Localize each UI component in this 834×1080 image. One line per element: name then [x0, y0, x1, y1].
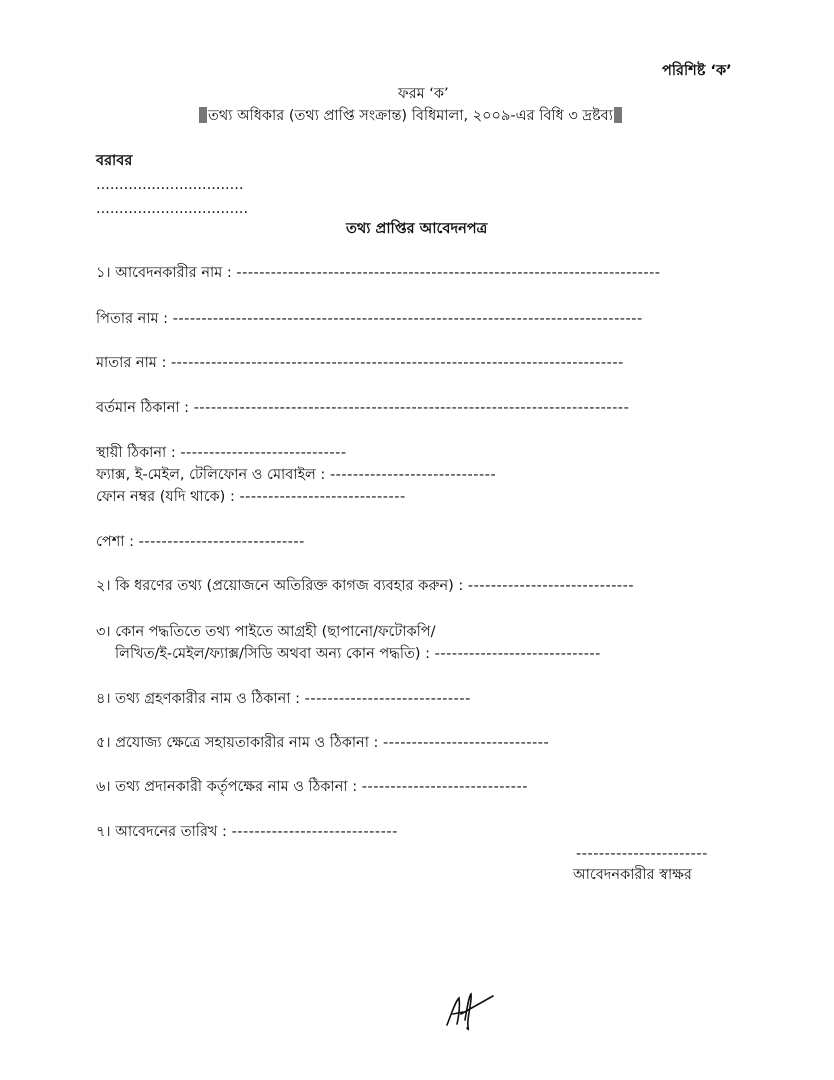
- field-blank[interactable]: -----------------------------: [361, 779, 528, 795]
- field-label: ৫। প্রযোজ্য ক্ষেত্রে সহায়তাকারীর নাম ও ঠিকানা :: [96, 735, 379, 751]
- field-method-line-1: [96, 623, 436, 641]
- addressee-label: বরাবর: [96, 153, 133, 169]
- field-label: স্থায়ী ঠিকানা :: [96, 445, 176, 461]
- addressee-line-1[interactable]: ................................: [96, 177, 244, 193]
- field-blank[interactable]: ----------------------------------------------------------------------------------: [172, 311, 643, 327]
- field-fax-email-phone: [96, 466, 496, 484]
- field-label: ফোন নম্বর (যদি থাকে) :: [96, 489, 235, 505]
- field-label: ৩। কোন পদ্ধতিতে তথ্য পাইতে আগ্রহী (ছাপানো/ফটোকপি/: [96, 624, 436, 640]
- field-label: ২। কি ধরণের তথ্য (প্রয়োজনে অতিরিক্ত কাগজ ব্যবহার করুন) :: [96, 578, 464, 594]
- signature-stroke: [447, 994, 493, 1030]
- field-label: ৬। তথ্য প্রদানকারী কর্তৃপক্ষের নাম ও ঠিকানা :: [96, 779, 358, 795]
- field-label: লিখিত/ই-মেইল/ফ্যাক্স/সিডি অথবা অন্য কোন পদ্ধতি) :: [115, 646, 431, 662]
- field-blank[interactable]: -----------------------------: [467, 578, 635, 594]
- field-phone-number: [96, 488, 406, 506]
- rule-reference: [198, 107, 623, 125]
- signature-label: আবেদনকারীর স্বাক্ষর: [573, 867, 692, 883]
- form-label: ফরম ‘ক’: [398, 86, 449, 102]
- field-info-type: [96, 577, 634, 595]
- field-blank[interactable]: -----------------------------: [434, 646, 601, 662]
- field-permanent-address: [96, 444, 347, 462]
- bracket-mark-left: [199, 107, 207, 123]
- field-blank[interactable]: -----------------------------: [329, 467, 497, 483]
- signature-line[interactable]: -----------------------: [576, 846, 708, 862]
- field-label: পেশা :: [96, 534, 135, 550]
- field-label: ফ্যাক্স, ই-মেইল, টেলিফোন ও মোবাইল :: [96, 467, 326, 483]
- field-occupation: [96, 533, 305, 551]
- field-recipient-name-address: [96, 690, 471, 708]
- field-father-name: [96, 310, 643, 328]
- field-blank[interactable]: -----------------------------: [239, 489, 406, 505]
- field-mother-name: [96, 354, 624, 372]
- field-blank[interactable]: -----------------------------: [231, 824, 398, 840]
- field-blank[interactable]: -------------------------------------------------------------------------------: [170, 355, 624, 371]
- rule-reference-text: তথ্য অধিকার (তথ্য প্রাপ্তি সংক্রান্ত) বিধিমালা, ২০০৯-এর বিধি ৩ দ্রষ্টব্য: [208, 108, 613, 124]
- field-label: ৪। তথ্য গ্রহণকারীর নাম ও ঠিকানা :: [96, 691, 300, 707]
- field-blank[interactable]: -----------------------------: [180, 445, 347, 461]
- bracket-mark-right: [614, 107, 622, 123]
- field-label: ১। আবেদনকারীর নাম :: [96, 265, 232, 281]
- field-label: বর্তমান ঠিকানা :: [96, 400, 190, 416]
- document-title: তথ্য প্রাপ্তির আবেদনপত্র: [346, 221, 488, 237]
- appendix-label: পরিশিষ্ট ‘ক’: [662, 63, 732, 79]
- field-blank[interactable]: -----------------------------: [383, 735, 550, 751]
- handwritten-signature: [445, 990, 505, 1035]
- field-assistant-name-address: [96, 734, 549, 752]
- field-blank[interactable]: --------------------------------------------------------------------------: [236, 265, 661, 281]
- field-blank[interactable]: -----------------------------: [304, 691, 471, 707]
- field-label: মাতার নাম :: [96, 355, 167, 371]
- field-label: পিতার নাম :: [96, 311, 169, 327]
- field-applicant-name: [96, 264, 661, 282]
- field-present-address: [96, 399, 629, 417]
- field-blank[interactable]: -----------------------------: [138, 534, 305, 550]
- field-blank[interactable]: ----------------------------------------------------------------------------: [193, 400, 630, 416]
- field-application-date: [96, 823, 398, 841]
- field-authority-name-address: [96, 778, 528, 796]
- field-label: ৭। আবেদনের তারিখ :: [96, 824, 227, 840]
- field-method-line-2: [115, 645, 601, 663]
- addressee-line-2[interactable]: .................................: [96, 201, 249, 217]
